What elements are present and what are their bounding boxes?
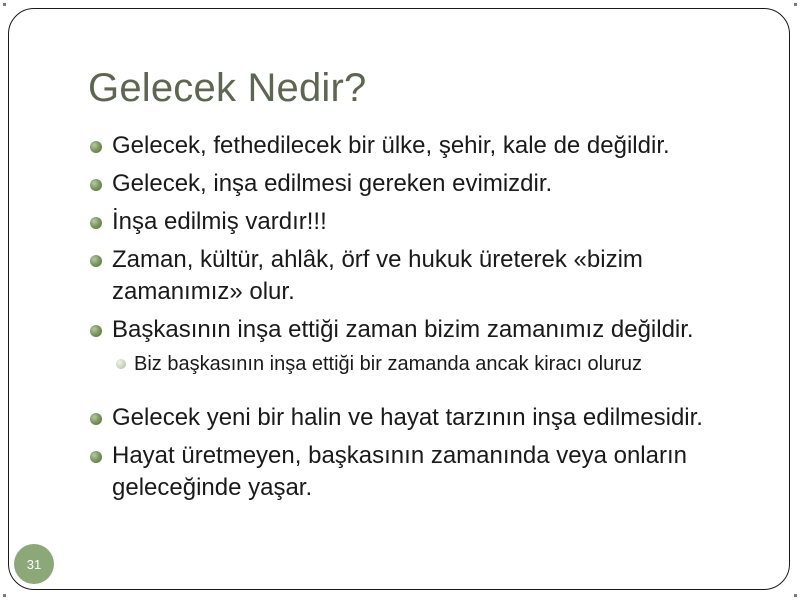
slide-title: Gelecek Nedir? [88,66,367,110]
bullet-icon [90,325,102,337]
bullet-item [88,314,768,346]
bullet-icon [90,255,102,267]
bullet-item [88,130,768,162]
bullet-text: Hayat üretmeyen, başkasının zamanında veya onların geleceğinde yaşar. [112,442,687,501]
bullet-text: Gelecek, inşa edilmesi gereken evimizdir. [112,170,553,197]
bullet-icon [90,413,102,425]
bullet-item [88,244,768,308]
bullet-list [88,130,768,510]
bullet-text: İnşa edilmiş vardır!!! [112,208,327,235]
slide-number: 31 [26,556,42,572]
bullet-text: Zaman, kültür, ahlâk, örf ve hukuk üreterek «bizim zamanımız» olur. [112,246,643,305]
bullet-icon [90,217,102,229]
bullet-item [88,168,768,200]
corner-marker [794,594,797,597]
bullet-icon [90,451,102,463]
bullet-item [88,206,768,238]
bullet-text: Gelecek yeni bir halin ve hayat tarzının inşa edilmesidir. [112,404,703,431]
bullet-text: Gelecek, fethedilecek bir ülke, şehir, kale de değildir. [112,132,670,159]
sub-bullet-icon [116,359,126,369]
bullet-icon [90,141,102,153]
sub-bullet-item [114,350,768,378]
bullet-icon [90,179,102,191]
bullet-text: Başkasının inşa ettiği zaman bizim zamanımız değildir. [112,316,694,343]
corner-marker [3,3,6,6]
bullet-item [88,402,768,434]
sub-bullet-text: Biz başkasının inşa ettiği bir zamanda ancak kiracı oluruz [134,353,643,375]
corner-marker [794,3,797,6]
corner-marker [3,594,6,597]
bullet-item [88,440,768,504]
slide-number-badge [14,544,54,584]
